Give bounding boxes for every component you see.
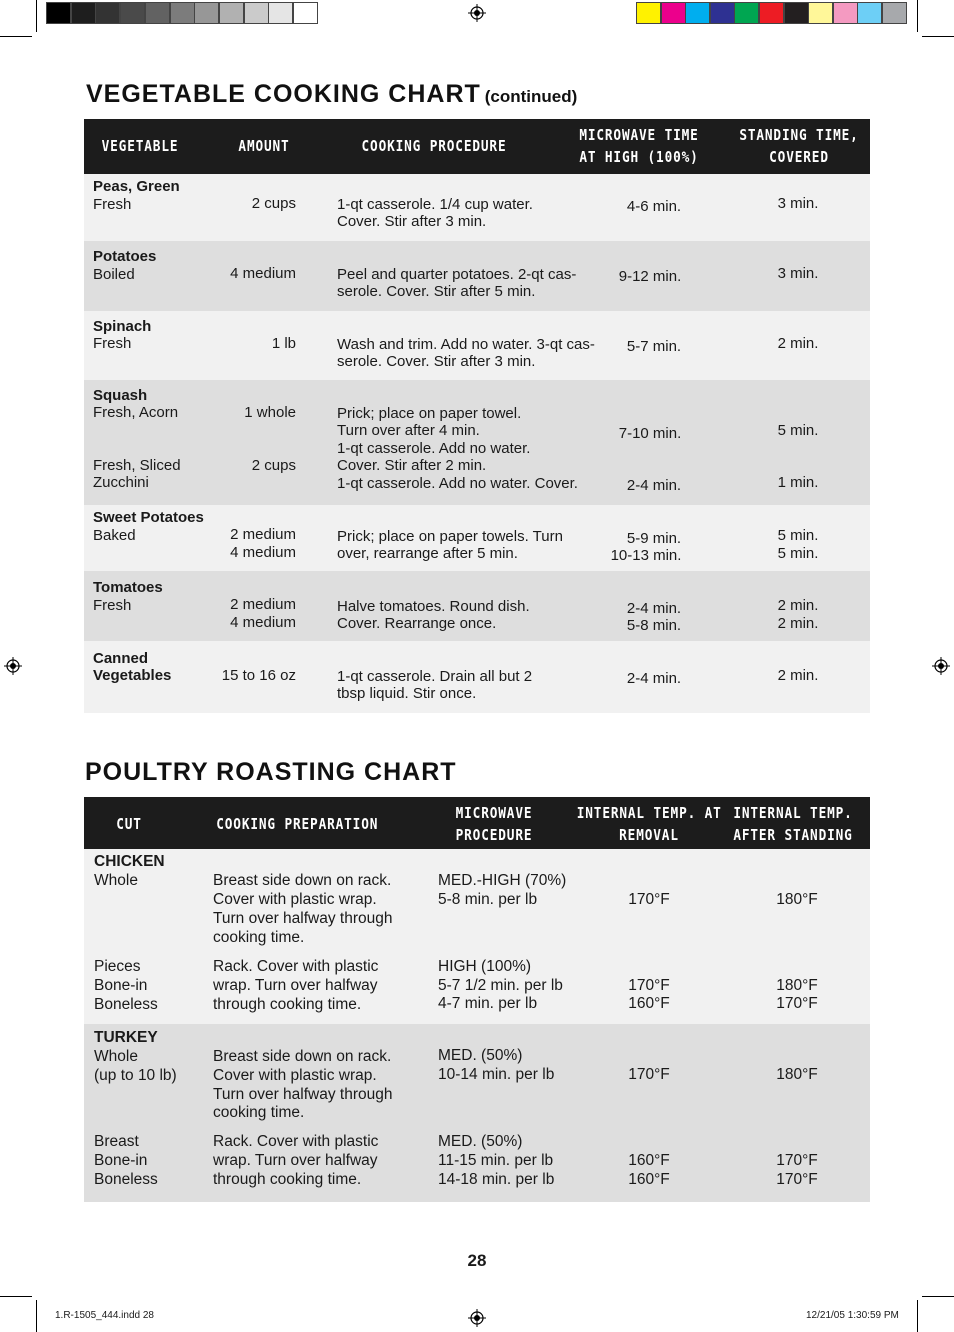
header-microwave-procedure-line2: PROCEDURE bbox=[455, 826, 533, 844]
vegetable-amount: 4 medium bbox=[230, 265, 296, 282]
crop-mark bbox=[917, 0, 918, 32]
procedure-line: serole. Cover. Stir after 3 min. bbox=[337, 353, 536, 370]
registration-mark-icon bbox=[4, 657, 22, 675]
registration-mark-icon bbox=[468, 4, 486, 22]
poultry-table-header bbox=[84, 797, 870, 849]
standing-time: 1 min. bbox=[777, 474, 819, 491]
microwave-time: 5-8 min. bbox=[626, 617, 682, 634]
poultry-cut: Boneless bbox=[94, 1171, 158, 1188]
process-swatch bbox=[636, 2, 661, 24]
gray-swatch bbox=[120, 2, 145, 24]
gray-swatch bbox=[46, 2, 71, 24]
vegetable-variety: Fresh, Sliced bbox=[93, 457, 181, 474]
vegetable-name: Spinach bbox=[93, 318, 152, 335]
procedure-line: Prick; place on paper towels. Turn bbox=[337, 528, 563, 545]
vegetable-variety: Fresh bbox=[93, 335, 132, 352]
microwave-time: 2-4 min. bbox=[626, 477, 682, 494]
header-vegetable: VEGETABLE bbox=[101, 137, 179, 155]
crop-mark bbox=[922, 36, 954, 37]
procedure-line: Prick; place on paper towel. bbox=[337, 405, 522, 422]
poultry-chart-title: POULTRY ROASTING CHART bbox=[85, 758, 457, 786]
vegetable-variety: Zucchini bbox=[93, 474, 149, 491]
procedure-line: Turn over after 4 min. bbox=[337, 422, 480, 439]
preparation-line: Turn over halfway through bbox=[213, 1086, 393, 1103]
table-row bbox=[84, 380, 870, 505]
procedure-line: 5-8 min. per lb bbox=[438, 891, 538, 908]
microwave-time: 5-9 min. bbox=[626, 530, 682, 547]
vegetable-amount: 2 medium bbox=[230, 526, 296, 543]
preparation-line: through cooking time. bbox=[213, 1171, 362, 1188]
header-procedure: COOKING PROCEDURE bbox=[361, 137, 507, 155]
footer-file-info: 1.R-1505_444.indd 28 bbox=[55, 1310, 154, 1321]
vegetable-variety: Baked bbox=[93, 527, 136, 544]
header-time-line2: AT HIGH (100%) bbox=[579, 148, 699, 166]
gray-swatch bbox=[293, 2, 318, 24]
procedure-line: Wash and trim. Add no water. 3-qt cas- bbox=[337, 336, 595, 353]
vegetable-amount: 2 cups bbox=[251, 195, 296, 212]
vegetable-chart-title bbox=[86, 80, 577, 109]
process-swatch bbox=[784, 2, 809, 24]
process-swatch bbox=[882, 2, 907, 24]
table-row bbox=[84, 641, 870, 713]
header-microwave-procedure bbox=[426, 802, 562, 846]
header-temp-standing-line2: AFTER STANDING bbox=[733, 826, 853, 844]
poultry-cut: Whole bbox=[94, 1048, 138, 1065]
preparation-line: Rack. Cover with plastic bbox=[213, 958, 379, 975]
poultry-cut: Boneless bbox=[94, 996, 158, 1013]
procedure-line: 1-qt casserole. Drain all but 2 bbox=[337, 668, 533, 685]
standing-time: 2 min. bbox=[777, 667, 819, 684]
standing-time: 5 min. bbox=[777, 422, 819, 439]
process-swatch bbox=[759, 2, 784, 24]
process-swatch bbox=[661, 2, 686, 24]
process-swatch bbox=[833, 2, 858, 24]
process-swatch bbox=[710, 2, 735, 24]
preparation-line: through cooking time. bbox=[213, 996, 362, 1013]
procedure-line: MED.-HIGH (70%) bbox=[438, 872, 567, 889]
preparation-line: cooking time. bbox=[213, 929, 305, 946]
page-number: 28 bbox=[467, 1251, 487, 1270]
vegetable-name: Peas, Green bbox=[93, 178, 180, 195]
gray-swatch bbox=[244, 2, 269, 24]
vegetable-amount: 4 medium bbox=[230, 544, 296, 561]
microwave-time: 7-10 min. bbox=[618, 425, 682, 442]
header-preparation: COOKING PREPARATION bbox=[216, 815, 379, 833]
poultry-section-chicken bbox=[84, 849, 870, 1024]
temp-after-standing: 170°F bbox=[776, 995, 818, 1012]
microwave-time: 2-4 min. bbox=[626, 670, 682, 687]
procedure-line: MED. (50%) bbox=[438, 1047, 523, 1064]
header-time-line1: MICROWAVE TIME bbox=[579, 126, 699, 144]
vegetable-amount: 2 cups bbox=[251, 457, 296, 474]
microwave-time: 9-12 min. bbox=[618, 268, 682, 285]
standing-time: 3 min. bbox=[777, 265, 819, 282]
preparation-line: Breast side down on rack. bbox=[213, 1048, 392, 1065]
table-row bbox=[84, 571, 870, 641]
procedure-line: 1-qt casserole. 1/4 cup water. bbox=[337, 196, 533, 213]
footer-timestamp: 12/21/05 1:30:59 PM bbox=[806, 1310, 899, 1321]
preparation-line: cooking time. bbox=[213, 1104, 305, 1121]
temp-at-removal: 170°F bbox=[628, 891, 670, 908]
poultry-cut: Breast bbox=[94, 1133, 139, 1150]
vegetable-variety: Fresh bbox=[93, 597, 132, 614]
vegetable-amount: 15 to 16 oz bbox=[221, 667, 296, 684]
standing-time: 3 min. bbox=[777, 195, 819, 212]
procedure-line: Cover. Stir after 3 min. bbox=[337, 213, 487, 230]
vegetable-name: Tomatoes bbox=[93, 579, 163, 596]
gray-swatch bbox=[95, 2, 120, 24]
registration-mark-icon bbox=[932, 657, 950, 675]
table-row bbox=[84, 241, 870, 311]
crop-mark bbox=[922, 1296, 954, 1297]
header-temp-standing-line1: INTERNAL TEMP. bbox=[733, 804, 853, 822]
microwave-time: 4-6 min. bbox=[626, 198, 682, 215]
temp-at-removal: 170°F bbox=[628, 977, 670, 994]
vegetable-name: Sweet Potatoes bbox=[93, 509, 204, 526]
crop-mark bbox=[36, 1300, 37, 1332]
procedure-line: 1-qt casserole. Add no water. Cover. bbox=[337, 475, 578, 492]
vegetable-amount: 2 medium bbox=[230, 596, 296, 613]
table-row bbox=[84, 174, 870, 241]
temp-after-standing: 180°F bbox=[776, 891, 818, 908]
process-swatch bbox=[857, 2, 882, 24]
preparation-line: Breast side down on rack. bbox=[213, 872, 392, 889]
header-standing bbox=[735, 124, 863, 168]
temp-after-standing: 180°F bbox=[776, 1066, 818, 1083]
poultry-type-label: CHICKEN bbox=[94, 853, 165, 870]
standing-time: 2 min. bbox=[777, 597, 819, 614]
gray-swatch bbox=[145, 2, 170, 24]
vegetable-name: Vegetables bbox=[93, 667, 172, 684]
preparation-line: Turn over halfway through bbox=[213, 910, 393, 927]
temp-at-removal: 160°F bbox=[628, 1171, 670, 1188]
process-swatch bbox=[685, 2, 710, 24]
table-row bbox=[84, 311, 870, 380]
procedure-line: 4-7 min. per lb bbox=[438, 995, 538, 1012]
vegetable-chart-subtitle: (continued) bbox=[484, 87, 578, 106]
procedure-line: HIGH (100%) bbox=[438, 958, 532, 975]
vegetable-variety: Fresh bbox=[93, 196, 132, 213]
temp-after-standing: 170°F bbox=[776, 1152, 818, 1169]
process-swatch bbox=[808, 2, 833, 24]
poultry-cut: Pieces bbox=[94, 958, 141, 975]
crop-mark bbox=[0, 1296, 32, 1297]
temp-at-removal: 170°F bbox=[628, 1066, 670, 1083]
header-standing-line1: STANDING TIME, bbox=[739, 126, 859, 144]
procedure-line: 11-15 min. per lb bbox=[438, 1152, 554, 1169]
temp-at-removal: 160°F bbox=[628, 1152, 670, 1169]
crop-mark bbox=[0, 36, 32, 37]
header-standing-line2: COVERED bbox=[769, 148, 829, 166]
standing-time: 2 min. bbox=[777, 335, 819, 352]
vegetable-name: Potatoes bbox=[93, 248, 157, 265]
microwave-time: 2-4 min. bbox=[626, 600, 682, 617]
preparation-line: Cover with plastic wrap. bbox=[213, 891, 377, 908]
vegetable-name: Squash bbox=[93, 387, 148, 404]
standing-time: 2 min. bbox=[777, 615, 819, 632]
header-temp-standing bbox=[729, 802, 857, 846]
poultry-type-label: TURKEY bbox=[94, 1029, 158, 1046]
header-cut: CUT bbox=[116, 815, 142, 833]
vegetable-chart-title-text: VEGETABLE COOKING CHART bbox=[86, 80, 481, 108]
crop-mark bbox=[917, 1300, 918, 1332]
header-temp-removal-line1: INTERNAL TEMP. AT bbox=[576, 804, 722, 822]
microwave-time: 5-7 min. bbox=[626, 338, 682, 355]
vegetable-amount: 1 lb bbox=[271, 335, 296, 352]
temp-after-standing: 170°F bbox=[776, 1171, 818, 1188]
procedure-line: 5-7 1/2 min. per lb bbox=[438, 977, 563, 994]
vegetable-variety: Boiled bbox=[93, 266, 135, 283]
gray-swatch bbox=[219, 2, 244, 24]
poultry-cut: (up to 10 lb) bbox=[94, 1067, 177, 1084]
gray-swatch bbox=[71, 2, 96, 24]
vegetable-name: Canned bbox=[93, 650, 149, 667]
procedure-line: 1-qt casserole. Add no water. bbox=[337, 440, 531, 457]
vegetable-amount: 4 medium bbox=[230, 614, 296, 631]
preparation-line: wrap. Turn over halfway bbox=[213, 977, 378, 994]
procedure-line: Cover. Stir after 2 min. bbox=[337, 457, 487, 474]
table-row bbox=[84, 505, 870, 571]
procedure-line: over, rearrange after 5 min. bbox=[337, 545, 518, 562]
header-time bbox=[567, 124, 712, 168]
registration-mark-icon bbox=[468, 1309, 486, 1327]
poultry-section-turkey bbox=[84, 1024, 870, 1202]
process-swatch bbox=[734, 2, 759, 24]
procedure-line: 14-18 min. per lb bbox=[438, 1171, 555, 1188]
poultry-cut: Bone-in bbox=[94, 1152, 148, 1169]
header-amount: AMOUNT bbox=[238, 137, 290, 155]
header-microwave-procedure-line1: MICROWAVE bbox=[455, 804, 533, 822]
poultry-cut: Whole bbox=[94, 872, 138, 889]
procedure-line: serole. Cover. Stir after 5 min. bbox=[337, 283, 536, 300]
gray-swatch bbox=[194, 2, 219, 24]
temp-at-removal: 160°F bbox=[628, 995, 670, 1012]
gray-swatch bbox=[268, 2, 293, 24]
gray-swatch bbox=[170, 2, 195, 24]
procedure-line: Halve tomatoes. Round dish. bbox=[337, 598, 530, 615]
procedure-line: 10-14 min. per lb bbox=[438, 1066, 555, 1083]
crop-mark bbox=[36, 0, 37, 32]
procedure-line: Peel and quarter potatoes. 2-qt cas- bbox=[337, 266, 577, 283]
procedure-line: MED. (50%) bbox=[438, 1133, 523, 1150]
standing-time: 5 min. bbox=[777, 527, 819, 544]
preparation-line: Rack. Cover with plastic bbox=[213, 1133, 379, 1150]
microwave-time: 10-13 min. bbox=[610, 547, 682, 564]
vegetable-amount: 1 whole bbox=[244, 404, 296, 421]
temp-after-standing: 180°F bbox=[776, 977, 818, 994]
header-temp-removal bbox=[577, 802, 722, 846]
procedure-line: Cover. Rearrange once. bbox=[337, 615, 497, 632]
header-temp-removal-line2: REMOVAL bbox=[619, 826, 679, 844]
poultry-cut: Bone-in bbox=[94, 977, 148, 994]
vegetable-table-header bbox=[84, 119, 870, 174]
vegetable-variety: Fresh, Acorn bbox=[93, 404, 179, 421]
procedure-line: tbsp liquid. Stir once. bbox=[337, 685, 477, 702]
standing-time: 5 min. bbox=[777, 545, 819, 562]
preparation-line: wrap. Turn over halfway bbox=[213, 1152, 378, 1169]
preparation-line: Cover with plastic wrap. bbox=[213, 1067, 377, 1084]
